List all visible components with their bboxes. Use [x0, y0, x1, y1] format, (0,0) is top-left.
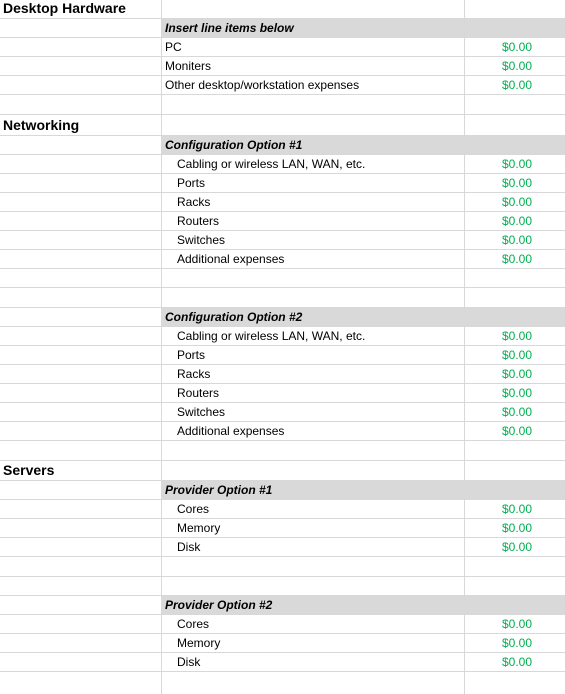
- amount-value: $0.00: [501, 502, 532, 516]
- cell[interactable]: [465, 596, 565, 614]
- table-row[interactable]: [0, 519, 565, 538]
- line-item-label: PC: [165, 40, 182, 54]
- cell[interactable]: [465, 672, 565, 694]
- line-item-label: Disk: [177, 540, 201, 554]
- cell[interactable]: [0, 0, 162, 18]
- cell[interactable]: [0, 193, 162, 211]
- table-row[interactable]: [0, 634, 565, 653]
- amount-value: $0.00: [501, 40, 532, 54]
- cell[interactable]: [162, 346, 465, 364]
- cell[interactable]: [0, 38, 162, 56]
- amount-value: $0.00: [501, 405, 532, 419]
- cell[interactable]: [465, 403, 565, 421]
- line-item-label: Switches: [177, 233, 226, 247]
- cell[interactable]: [465, 212, 565, 230]
- cell[interactable]: [0, 634, 162, 652]
- amount-value: $0.00: [501, 252, 532, 266]
- cell[interactable]: [465, 250, 565, 268]
- cell[interactable]: [0, 461, 162, 480]
- cell[interactable]: [0, 653, 162, 671]
- table-row[interactable]: [0, 365, 565, 384]
- table-row[interactable]: [0, 288, 565, 308]
- section-title-servers: Servers: [3, 462, 55, 478]
- table-row[interactable]: [0, 19, 565, 38]
- cell[interactable]: [0, 136, 162, 154]
- band-label: Configuration Option #2: [165, 310, 303, 324]
- amount-value: $0.00: [501, 367, 532, 381]
- cell[interactable]: [0, 384, 162, 402]
- table-row[interactable]: [0, 461, 565, 481]
- cell[interactable]: [162, 155, 465, 173]
- table-row[interactable]: [0, 136, 565, 155]
- amount-value: $0.00: [501, 386, 532, 400]
- cell[interactable]: [162, 0, 465, 18]
- cell[interactable]: [0, 441, 162, 460]
- band-label: Insert line items below: [165, 21, 294, 35]
- table-row[interactable]: [0, 500, 565, 519]
- cell[interactable]: [465, 519, 565, 537]
- band-label: Provider Option #1: [165, 483, 273, 497]
- table-row[interactable]: [0, 615, 565, 634]
- line-item-label: Cabling or wireless LAN, WAN, etc.: [177, 157, 366, 171]
- table-row[interactable]: [0, 155, 565, 174]
- cell[interactable]: [0, 365, 162, 383]
- cell[interactable]: [162, 115, 465, 135]
- cell[interactable]: [465, 95, 565, 114]
- table-row[interactable]: [0, 115, 565, 136]
- cell[interactable]: [465, 653, 565, 671]
- line-item-label: Switches: [177, 405, 226, 419]
- line-item-label: Racks: [177, 367, 211, 381]
- cell[interactable]: [465, 57, 565, 75]
- cell[interactable]: [465, 500, 565, 518]
- table-row[interactable]: [0, 672, 565, 694]
- cell[interactable]: [0, 250, 162, 268]
- table-row[interactable]: [0, 441, 565, 461]
- cell[interactable]: [162, 500, 465, 518]
- line-item-label: Additional expenses: [177, 424, 285, 438]
- cell[interactable]: [0, 615, 162, 633]
- cell[interactable]: [162, 577, 465, 595]
- line-item-label: Other desktop/workstation expenses: [165, 78, 360, 92]
- cell[interactable]: [465, 288, 565, 307]
- table-row[interactable]: [0, 653, 565, 672]
- cell[interactable]: [0, 538, 162, 556]
- amount-value: $0.00: [501, 59, 532, 73]
- cell[interactable]: [0, 155, 162, 173]
- cell[interactable]: [162, 538, 465, 556]
- cell[interactable]: [0, 422, 162, 440]
- table-row[interactable]: [0, 538, 565, 557]
- cell[interactable]: [465, 38, 565, 56]
- cell[interactable]: [162, 38, 465, 56]
- cell[interactable]: [0, 672, 162, 694]
- line-item-label: Moniters: [165, 59, 212, 73]
- line-item-label: Memory: [177, 521, 221, 535]
- line-item-label: Cores: [177, 502, 210, 516]
- cell[interactable]: [162, 76, 465, 94]
- cell[interactable]: [162, 519, 465, 537]
- table-row[interactable]: [0, 231, 565, 250]
- cell[interactable]: [465, 422, 565, 440]
- cell[interactable]: [0, 231, 162, 249]
- cell[interactable]: [162, 269, 465, 287]
- cell[interactable]: [465, 557, 565, 576]
- cell[interactable]: [465, 384, 565, 402]
- cell[interactable]: [0, 212, 162, 230]
- cell[interactable]: [465, 461, 565, 480]
- table-row[interactable]: [0, 557, 565, 577]
- cell[interactable]: [465, 538, 565, 556]
- cell[interactable]: [162, 212, 465, 230]
- cell[interactable]: [465, 634, 565, 652]
- line-item-label: Routers: [177, 386, 220, 400]
- band-label: Configuration Option #1: [165, 138, 303, 152]
- table-row[interactable]: [0, 596, 565, 615]
- table-row[interactable]: [0, 422, 565, 441]
- cell[interactable]: [465, 346, 565, 364]
- amount-value: $0.00: [501, 636, 532, 650]
- line-item-label: Ports: [177, 348, 206, 362]
- amount-value: $0.00: [501, 214, 532, 228]
- cell[interactable]: [465, 115, 565, 135]
- amount-value: $0.00: [501, 424, 532, 438]
- cell[interactable]: [465, 136, 565, 154]
- cell[interactable]: [162, 481, 465, 499]
- amount-value: $0.00: [501, 521, 532, 535]
- cell[interactable]: [465, 615, 565, 633]
- amount-value: $0.00: [501, 157, 532, 171]
- table-row[interactable]: [0, 403, 565, 422]
- table-row[interactable]: [0, 95, 565, 115]
- cell[interactable]: [0, 596, 162, 614]
- cell[interactable]: [0, 519, 162, 537]
- cell[interactable]: [0, 577, 162, 595]
- cell[interactable]: [0, 288, 162, 307]
- cell[interactable]: [465, 269, 565, 287]
- table-row[interactable]: [0, 269, 565, 288]
- cell[interactable]: [162, 557, 465, 576]
- cell[interactable]: [465, 481, 565, 499]
- cell[interactable]: [465, 76, 565, 94]
- amount-value: $0.00: [501, 78, 532, 92]
- line-item-label: Disk: [177, 655, 201, 669]
- cell[interactable]: [0, 95, 162, 114]
- cell[interactable]: [0, 269, 162, 287]
- cell[interactable]: [0, 115, 162, 135]
- line-item-label: Racks: [177, 195, 211, 209]
- cell[interactable]: [465, 577, 565, 595]
- cell[interactable]: [465, 365, 565, 383]
- cell[interactable]: [0, 481, 162, 499]
- cell[interactable]: [162, 95, 465, 114]
- cell[interactable]: [465, 174, 565, 192]
- line-item-label: Ports: [177, 176, 206, 190]
- cell[interactable]: [162, 365, 465, 383]
- table-row[interactable]: [0, 250, 565, 269]
- cell[interactable]: [162, 596, 465, 614]
- line-item-label: Additional expenses: [177, 252, 285, 266]
- cell[interactable]: [465, 327, 565, 345]
- table-row[interactable]: [0, 327, 565, 346]
- cell[interactable]: [0, 19, 162, 37]
- cell[interactable]: [465, 0, 565, 18]
- section-title-networking: Networking: [3, 117, 80, 133]
- table-row[interactable]: [0, 57, 565, 76]
- cell[interactable]: [162, 136, 465, 154]
- amount-value: $0.00: [501, 233, 532, 247]
- table-row[interactable]: [0, 481, 565, 500]
- cell[interactable]: [465, 193, 565, 211]
- table-row[interactable]: [0, 212, 565, 231]
- cell[interactable]: [162, 250, 465, 268]
- amount-value: $0.00: [501, 617, 532, 631]
- cell[interactable]: [0, 346, 162, 364]
- table-row[interactable]: [0, 38, 565, 57]
- amount-value: $0.00: [501, 195, 532, 209]
- cell[interactable]: [162, 422, 465, 440]
- cell[interactable]: [162, 672, 465, 694]
- cell[interactable]: [162, 461, 465, 480]
- amount-value: $0.00: [501, 540, 532, 554]
- line-item-label: Cores: [177, 617, 210, 631]
- line-item-label: Cabling or wireless LAN, WAN, etc.: [177, 329, 366, 343]
- cell[interactable]: [162, 57, 465, 75]
- section-title-desktop-hardware: Desktop Hardware: [3, 0, 126, 16]
- cell[interactable]: [0, 327, 162, 345]
- cell[interactable]: [465, 19, 565, 37]
- cell[interactable]: [162, 327, 465, 345]
- cell[interactable]: [0, 57, 162, 75]
- cell[interactable]: [162, 308, 465, 326]
- cell[interactable]: [162, 653, 465, 671]
- cell[interactable]: [162, 615, 465, 633]
- table-row[interactable]: [0, 577, 565, 596]
- cell[interactable]: [162, 384, 465, 402]
- cell[interactable]: [465, 308, 565, 326]
- amount-value: $0.00: [501, 655, 532, 669]
- cell[interactable]: [0, 76, 162, 94]
- cell[interactable]: [0, 308, 162, 326]
- cell[interactable]: [0, 174, 162, 192]
- cell[interactable]: [0, 500, 162, 518]
- band-label: Provider Option #2: [165, 598, 273, 612]
- cell[interactable]: [162, 403, 465, 421]
- cell[interactable]: [162, 19, 465, 37]
- cell[interactable]: [0, 403, 162, 421]
- table-row[interactable]: [0, 0, 565, 19]
- cell[interactable]: [465, 155, 565, 173]
- table-row[interactable]: [0, 76, 565, 95]
- table-row[interactable]: [0, 174, 565, 193]
- cell[interactable]: [0, 557, 162, 576]
- table-row[interactable]: [0, 308, 565, 327]
- table-row[interactable]: [0, 193, 565, 212]
- line-item-label: Memory: [177, 636, 221, 650]
- cell[interactable]: [465, 441, 565, 460]
- table-row[interactable]: [0, 346, 565, 365]
- cell[interactable]: [162, 288, 465, 307]
- cell[interactable]: [162, 193, 465, 211]
- cell[interactable]: [162, 174, 465, 192]
- cell[interactable]: [162, 231, 465, 249]
- line-item-label: Routers: [177, 214, 220, 228]
- amount-value: $0.00: [501, 348, 532, 362]
- table-row[interactable]: [0, 384, 565, 403]
- amount-value: $0.00: [501, 329, 532, 343]
- amount-value: $0.00: [501, 176, 532, 190]
- cell[interactable]: [465, 231, 565, 249]
- cell[interactable]: [162, 634, 465, 652]
- cell[interactable]: [162, 441, 465, 460]
